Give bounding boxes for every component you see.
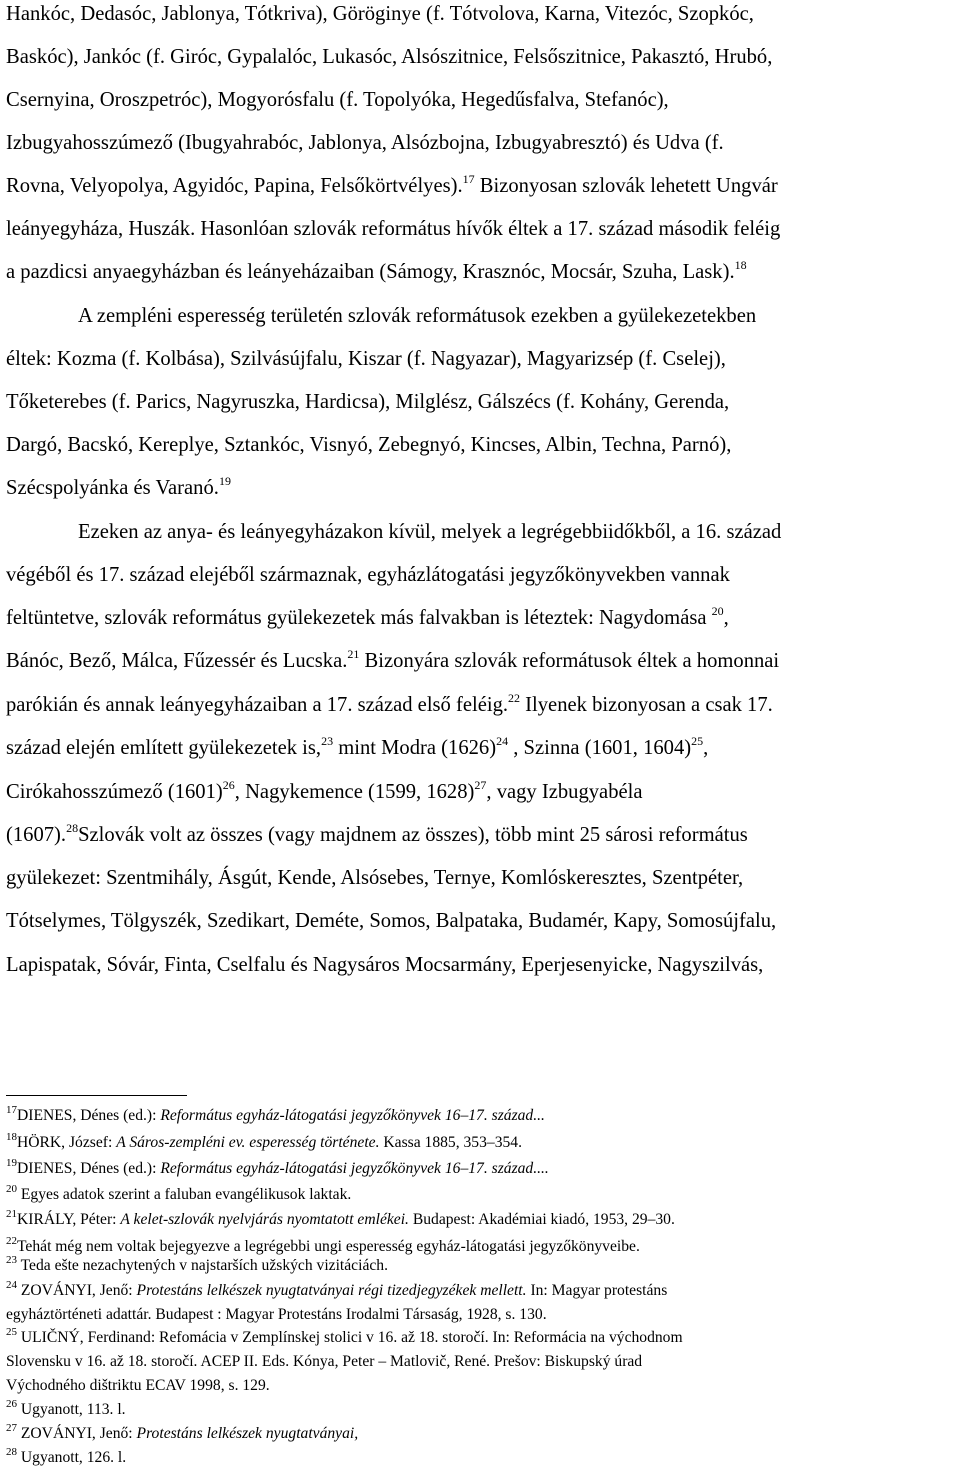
text-run: Východného dištriktu ECAV 1998, s. 129.: [6, 1377, 270, 1394]
body-line: [6, 953, 763, 977]
footnote-ref: 26: [222, 778, 235, 792]
body-line: [6, 649, 779, 673]
footnote-ref: 25: [6, 1326, 17, 1338]
footnote-ref: 24: [496, 734, 509, 748]
text-run: parókián és annak leányegyházaiban a 17. század első feléig.: [6, 694, 509, 716]
footnote-ref: 25: [691, 734, 704, 748]
text-run: ,: [723, 607, 729, 629]
text-run: végéből és 17. század elejéből származnak, egyházlátogatási jegyzőkönyvekben vannak: [6, 564, 730, 586]
body-line: [6, 433, 731, 457]
footnote-line: [6, 1279, 668, 1300]
text-run: Tőketerebes (f. Parics, Nagyruszka, Hardicsa), Milglész, Gálszécs (f. Kohány, Gerenda,: [6, 391, 730, 413]
body-line: [6, 736, 708, 760]
footnote-line: [6, 1377, 270, 1395]
text-run: Ugyanott, 113. l.: [17, 1401, 126, 1418]
text-run: Tehát még nem voltak bejegyezve a legrégebbi ungi esperesség egyház-látogatási jegyzőkönyveibe.: [17, 1238, 640, 1255]
text-run: Tótselymes, Tölgyszék, Szedikart, Deméte, Somos, Balpataka, Budamér, Kapy, Somosújfalu,: [6, 910, 777, 932]
footnote-ref: 27: [474, 778, 487, 792]
footnote-ref: 22: [6, 1235, 17, 1247]
text-run: Kassa 1885, 353–354.: [379, 1134, 522, 1151]
text-run: Bizonyára szlovák reformátusok éltek a homonnai: [359, 650, 780, 672]
text-run: KIRÁLY, Péter:: [17, 1211, 121, 1228]
italic-text: A Sáros-zempléni ev. esperesség története.: [116, 1134, 380, 1151]
text-run: Slovensku v 16. až 18. storočí. ACEP II. Eds. Kónya, Peter – Matlovič, René. Prešov: Biskupský úrad: [6, 1353, 643, 1370]
footnote-ref: 21: [347, 647, 360, 661]
footnote-line: [6, 1235, 640, 1256]
footnote-ref: 23: [321, 734, 334, 748]
text-run: század elején említett gyülekezetek is,: [6, 737, 322, 759]
footnote-ref: 20: [6, 1183, 17, 1195]
text-run: (1607).: [6, 824, 67, 846]
italic-text: Protestáns lelkészek nyugtatványai,: [136, 1425, 359, 1442]
body-line: [6, 2, 754, 26]
text-run: éltek: Kozma (f. Kolbása), Szilvásújfalu, Kiszar (f. Nagyazar), Magyarizsép (f. Cselej),: [6, 348, 726, 370]
footnote-ref: 28: [66, 821, 79, 835]
footnote-separator: [6, 1095, 187, 1096]
text-run: ZOVÁNYI, Jenő:: [17, 1425, 137, 1442]
footnote-ref: 17: [462, 172, 475, 186]
text-run: Bánóc, Bező, Málca, Fűzessér és Lucska.: [6, 650, 348, 672]
text-run: , vagy Izbugyabéla: [486, 781, 643, 803]
italic-text: A kelet-szlovák nyelvjárás nyomtatott emlékei.: [120, 1211, 409, 1228]
footnote-line: [6, 1353, 642, 1371]
footnote-ref: 20: [711, 604, 724, 618]
text-run: Izbugyahosszúmező (Ibugyahrabóc, Jablonya, Alsózbojna, Izbugyabresztó) és Udva (f.: [6, 132, 724, 154]
text-run: Csernyina, Oroszpetróc), Mogyorósfalu (f. Topolyóka, Hegedűsfalva, Stefanóc),: [6, 89, 669, 111]
footnote-line: [6, 1131, 522, 1152]
body-line: [6, 693, 773, 717]
footnote-ref: 24: [6, 1279, 17, 1291]
footnote-ref: 18: [6, 1131, 17, 1143]
footnote-line: [6, 1422, 359, 1443]
text-run: , Szinna (1601, 1604): [508, 737, 692, 759]
body-line: [78, 520, 781, 544]
body-line: [6, 174, 778, 198]
footnote-ref: 17: [6, 1104, 17, 1116]
text-run: Hankóc, Dedasóc, Jablonya, Tótkriva), Göröginye (f. Tótvolova, Karna, Vitezóc, Szopkóc,: [6, 3, 754, 25]
footnote-ref: 23: [6, 1254, 17, 1266]
text-run: Ilyenek bizonyosan a csak 17.: [520, 694, 773, 716]
footnote-ref: 27: [6, 1422, 17, 1434]
footnote-line: [6, 1208, 675, 1229]
body-line: [6, 606, 729, 630]
footnote-line: [6, 1326, 683, 1347]
text-run: ZOVÁNYI, Jenő:: [17, 1282, 137, 1299]
footnote-ref: 22: [508, 691, 521, 705]
text-run: Szécspolyánka és Varanó.: [6, 477, 219, 499]
footnote-ref: 18: [734, 258, 747, 272]
body-line: [78, 304, 756, 328]
footnote-line: [6, 1254, 388, 1275]
footnote-line: [6, 1398, 126, 1419]
body-line: [6, 563, 730, 587]
text-run: Szlovák volt az összes (vagy majdnem az összes), több mint 25 sárosi református: [78, 824, 748, 846]
body-line: [6, 217, 780, 241]
text-run: egyháztörténeti adattár. Budapest : Magyar Protestáns Irodalmi Társaság, 1928, s. 130.: [6, 1306, 547, 1323]
body-line: [6, 260, 747, 284]
body-line: [6, 866, 743, 890]
body-line: [6, 45, 772, 69]
body-line: [6, 476, 231, 500]
text-run: DIENES, Dénes (ed.):: [17, 1160, 161, 1177]
body-line: [6, 823, 748, 847]
text-run: Dargó, Bacskó, Kereplye, Sztankóc, Visnyó, Zebegnyó, Kincses, Albin, Techna, Parnó),: [6, 434, 732, 456]
italic-text: Református egyház-látogatási jegyzőkönyvek 16–17. század....: [160, 1160, 549, 1177]
body-line: [6, 909, 776, 933]
body-line: [6, 347, 726, 371]
text-run: Egyes adatok szerint a faluban evangélikusok laktak.: [17, 1186, 352, 1203]
footnote-line: [6, 1183, 352, 1204]
footnote-line: [6, 1306, 547, 1324]
footnote-ref: 26: [6, 1398, 17, 1410]
body-line: [6, 88, 669, 112]
footnote-line: [6, 1446, 127, 1467]
text-run: ,: [703, 737, 709, 759]
text-run: Budapest: Akadémiai kiadó, 1953, 29–30.: [408, 1211, 675, 1228]
text-run: DIENES, Dénes (ed.):: [17, 1107, 161, 1124]
italic-text: Protestáns lelkészek nyugtatványai régi tizedjegyzékek mellett.: [136, 1282, 527, 1299]
italic-text: Református egyház-látogatási jegyzőkönyvek 16–17. század...: [160, 1107, 545, 1124]
text-run: Ezeken az anya- és leányegyházakon kívül, melyek a legrégebbiidőkből, a 16. század: [78, 521, 782, 543]
text-run: mint Modra (1626): [333, 737, 497, 759]
text-run: Lapispatak, Sóvár, Finta, Cselfalu és Nagysáros Mocsarmány, Eperjesenyicke, Nagyszilvás,: [6, 954, 764, 976]
footnote-ref: 28: [6, 1446, 17, 1458]
text-run: Teda ešte nezachytených v najstarších užských vizitáciách.: [17, 1257, 388, 1274]
text-run: Ugyanott, 126. l.: [17, 1449, 127, 1466]
text-run: Rovna, Velyopolya, Agyidóc, Papina, Felsőkörtvélyes).: [6, 175, 463, 197]
footnote-line: [6, 1157, 549, 1178]
body-line: [6, 131, 724, 155]
text-run: leányegyháza, Huszák. Hasonlóan szlovák református hívők éltek a 17. század második feléig: [6, 218, 781, 240]
text-run: ULIČNÝ, Ferdinand: Refomácia v Zemplínskej stolici v 16. až 18. storočí. In: Reformácia na východnom: [17, 1329, 683, 1346]
body-line: [6, 390, 729, 414]
text-run: feltüntetve, szlovák református gyülekezetek más falvakban is léteztek: Nagydomása: [6, 607, 712, 629]
body-line: [6, 780, 643, 804]
text-run: Baskóc), Jankóc (f. Giróc, Gypalalóc, Lukasóc, Alsószitnice, Felsőszitnice, Pakasztó, Hrubó,: [6, 46, 773, 68]
footnote-ref: 21: [6, 1208, 17, 1220]
text-run: HÖRK, József:: [17, 1134, 117, 1151]
text-run: Cirókahosszúmező (1601): [6, 781, 223, 803]
text-run: In: Magyar protestáns: [526, 1282, 668, 1299]
footnote-ref: 19: [218, 474, 231, 488]
footnote-line: [6, 1104, 545, 1125]
footnote-ref: 19: [6, 1157, 17, 1169]
text-run: , Nagykemence (1599, 1628): [234, 781, 475, 803]
text-run: A zempléni esperesség területén szlovák reformátusok ezekben a gyülekezetekben: [78, 305, 757, 327]
text-run: gyülekezet: Szentmihály, Ásgút, Kende, Alsósebes, Ternye, Komlóskeresztes, Szentpéter,: [6, 867, 744, 889]
text-run: a pazdicsi anyaegyházban és leányeházaiban (Sámogy, Krasznóc, Mocsár, Szuha, Lask).: [6, 261, 735, 283]
text-run: Bizonyosan szlovák lehetett Ungvár: [474, 175, 778, 197]
